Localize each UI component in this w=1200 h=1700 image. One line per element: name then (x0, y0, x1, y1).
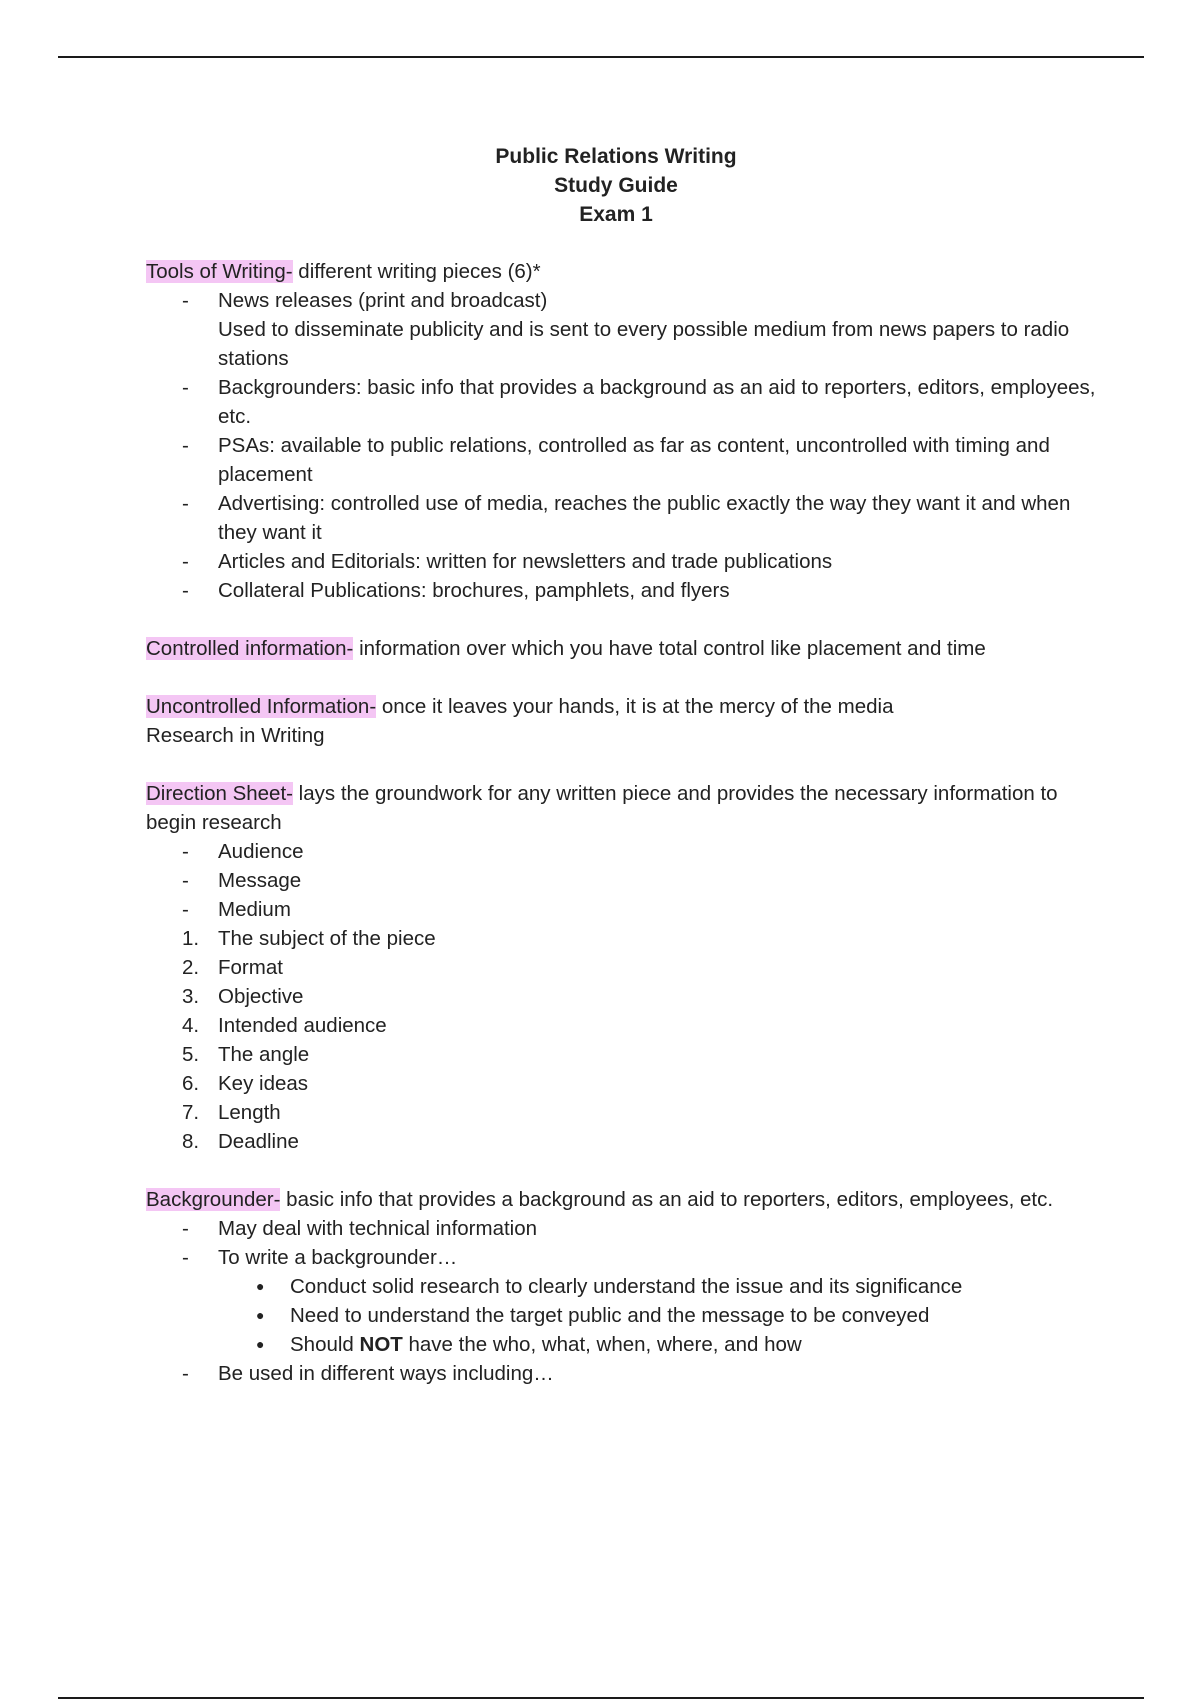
dash-marker: - (182, 1362, 189, 1385)
backgrounder-bullet-list (218, 1272, 1096, 1359)
list-item: - May deal with technical information (146, 1214, 1096, 1243)
direction-numbered-list (146, 924, 1096, 1156)
document-body (146, 257, 1096, 1388)
dash-marker: - (182, 289, 189, 312)
bottom-rule (58, 1697, 1144, 1699)
dash-marker: - (182, 579, 189, 602)
controlled-def: information over which you have total control like placement and time (353, 637, 986, 660)
list-item: - Be used in different ways including… (146, 1359, 1096, 1388)
dash-marker: - (182, 550, 189, 573)
list-item: - Audience (146, 837, 1096, 866)
list-item-subtext: Used to disseminate publicity and is sent to every possible medium from news papers to radio stations (218, 318, 1070, 370)
number-marker: 5. (182, 1043, 200, 1066)
uncontrolled-term: Uncontrolled Information- (146, 695, 377, 718)
dash-marker: - (182, 1246, 189, 1269)
number-marker: 1. (182, 927, 200, 950)
dash-marker: - (182, 869, 189, 892)
title-line-3: Exam 1 (579, 203, 653, 226)
direction-term: Direction Sheet- (146, 782, 293, 805)
dash-marker: - (182, 1217, 189, 1240)
number-marker: 4. (182, 1014, 200, 1037)
dash-marker: - (182, 492, 189, 515)
emphasis-not: NOT (359, 1333, 403, 1356)
list-item: - Medium (146, 895, 1096, 924)
title-line-2: Study Guide (554, 174, 678, 197)
list-item: - Message (146, 866, 1096, 895)
document-title (146, 142, 1086, 229)
list-item: 4. Intended audience (146, 1011, 1096, 1040)
tools-term: Tools of Writing- (146, 260, 293, 283)
number-marker: 8. (182, 1130, 200, 1153)
backgrounder-definition (146, 1185, 1096, 1214)
controlled-term: Controlled information- (146, 637, 354, 660)
tools-def: different writing pieces (6)* (292, 260, 541, 283)
bullet-item: ● Should NOT have the who, what, when, where, and how (218, 1330, 1096, 1359)
list-item: 7. Length (146, 1098, 1096, 1127)
backgrounder-list (146, 1214, 1096, 1388)
direction-dash-list (146, 837, 1096, 924)
backgrounder-def: basic info that provides a background as an aid to reporters, editors, employees, etc. (280, 1188, 1054, 1211)
backgrounder-term: Backgrounder- (146, 1188, 281, 1211)
list-item: 1. The subject of the piece (146, 924, 1096, 953)
list-item: 2. Format (146, 953, 1096, 982)
bullet-marker: ● (256, 1307, 265, 1323)
list-item: - Collateral Publications: brochures, pamphlets, and flyers (146, 576, 1096, 605)
uncontrolled-def: once it leaves your hands, it is at the mercy of the media (376, 695, 894, 718)
tools-list (146, 286, 1096, 605)
number-marker: 6. (182, 1072, 200, 1095)
list-item: 5. The angle (146, 1040, 1096, 1069)
research-heading: Research in Writing (146, 724, 325, 747)
title-line-1: Public Relations Writing (495, 145, 737, 168)
number-marker: 7. (182, 1101, 200, 1124)
list-item: - Articles and Editorials: written for newsletters and trade publications (146, 547, 1096, 576)
bullet-item: ● Conduct solid research to clearly understand the issue and its significance (218, 1272, 1096, 1301)
top-rule (58, 56, 1144, 58)
list-item: - PSAs: available to public relations, controlled as far as content, uncontrolled with timing and placement (146, 431, 1096, 489)
document-page (146, 142, 1096, 1388)
list-item: - Advertising: controlled use of media, reaches the public exactly the way they want it and when they want it (146, 489, 1096, 547)
number-marker: 3. (182, 985, 200, 1008)
direction-def: lays the groundwork for any written piece and provides the necessary information to begin research (146, 782, 1058, 834)
uncontrolled-definition (146, 692, 1096, 721)
list-item: - To write a backgrounder… ● Conduct solid research to clearly understand the issue and its significance ● Need to understand the target public and the message to be conveyed ● Should NOT have the who, what, when, where, and how (146, 1243, 1096, 1359)
tools-definition (146, 257, 1096, 286)
dash-marker: - (182, 434, 189, 457)
dash-marker: - (182, 376, 189, 399)
dash-marker: - (182, 898, 189, 921)
list-item: 8. Deadline (146, 1127, 1096, 1156)
dash-marker: - (182, 840, 189, 863)
list-item: - News releases (print and broadcast) Used to disseminate publicity and is sent to every possible medium from news papers to radio stations (146, 286, 1096, 373)
list-item: - Backgrounders: basic info that provides a background as an aid to reporters, editors, employees, etc. (146, 373, 1096, 431)
direction-definition (146, 779, 1096, 837)
bullet-marker: ● (256, 1278, 265, 1294)
controlled-definition (146, 634, 1096, 663)
list-item: 3. Objective (146, 982, 1096, 1011)
bullet-marker: ● (256, 1336, 265, 1352)
list-item: 6. Key ideas (146, 1069, 1096, 1098)
bullet-item: ● Need to understand the target public and the message to be conveyed (218, 1301, 1096, 1330)
number-marker: 2. (182, 956, 200, 979)
